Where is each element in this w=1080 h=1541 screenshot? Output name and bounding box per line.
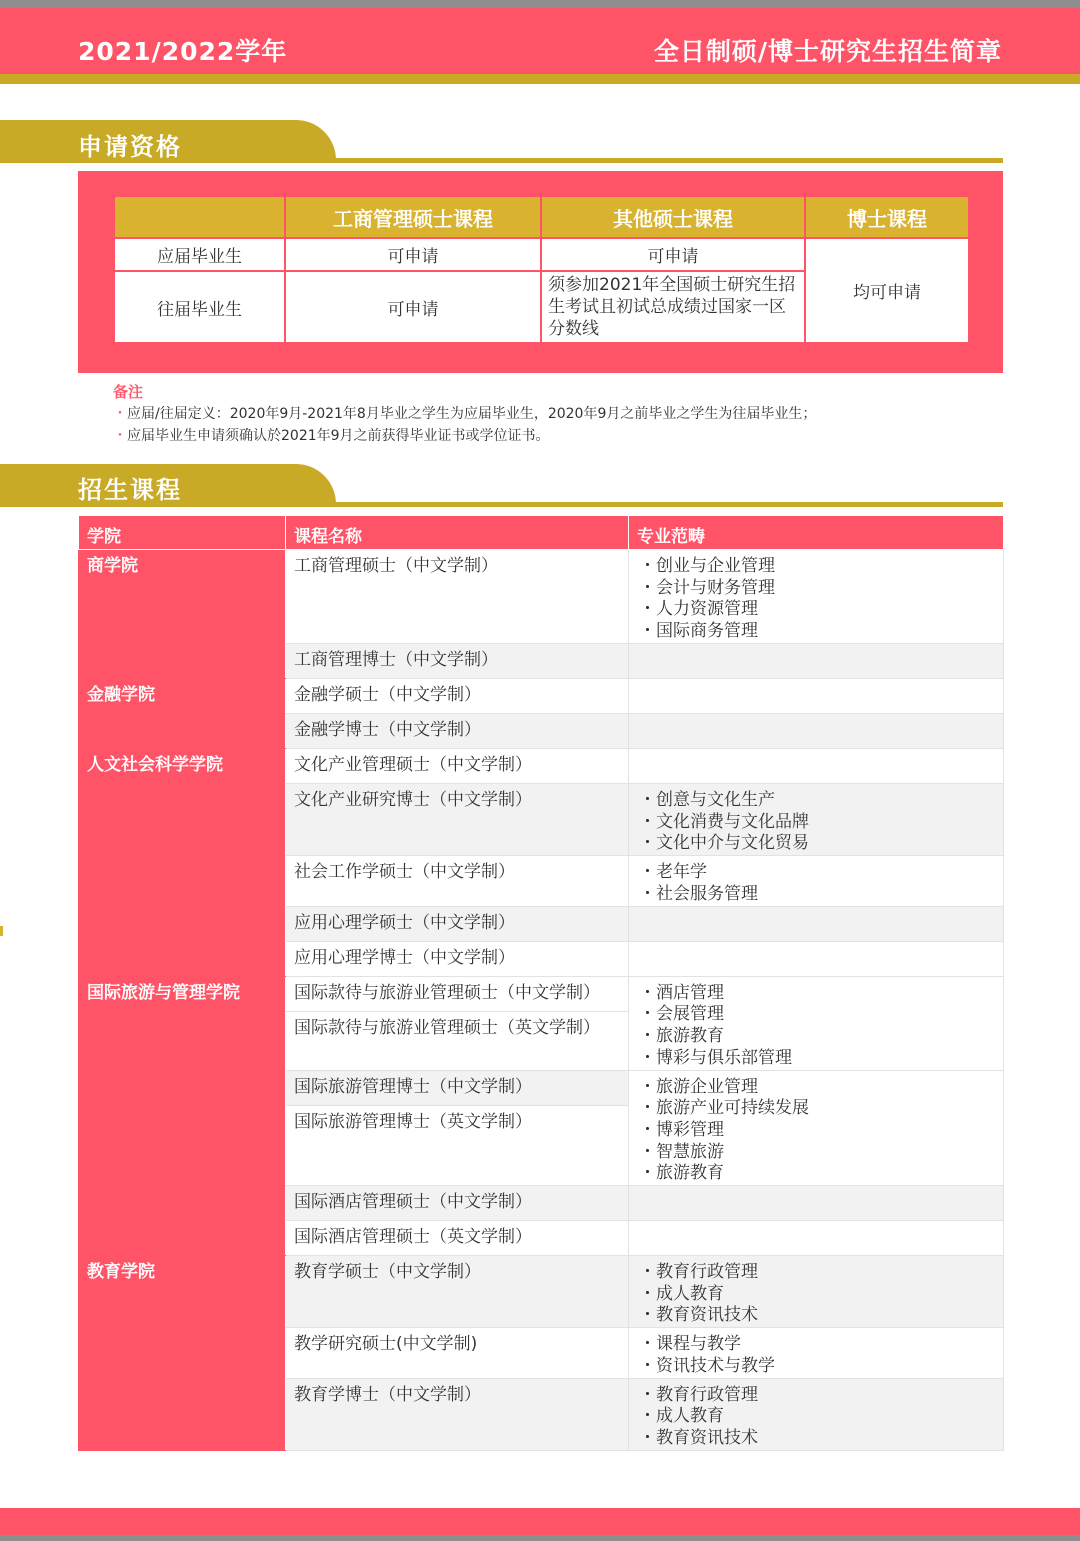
top-gray-bar: [0, 0, 1080, 8]
eligibility-header-other: 其他硕士课程: [541, 196, 805, 238]
school-humanities: 人文社会科学学院: [79, 749, 286, 977]
table-row: [79, 550, 1004, 644]
note-item: ・应届毕业生申请须确认於2021年9月之前获得毕业证书或学位证书。: [113, 428, 550, 444]
previous-mba-value: 可申请: [285, 271, 541, 343]
category-list: [629, 1378, 1004, 1450]
category-list: [629, 784, 1004, 856]
course-name: 国际酒店管理硕士（中文学制）: [286, 1186, 629, 1221]
course-name: 应用心理学硕士（中文学制）: [286, 906, 629, 941]
fresh-mba-value: 可申请: [285, 238, 541, 271]
category-item: ・ 文化消费与文化品牌: [639, 812, 995, 834]
category-item: ・ 旅游教育: [639, 1026, 995, 1048]
course-name: 社会工作学硕士（中文学制）: [286, 856, 629, 906]
programs-header-row: [79, 516, 1004, 550]
category-item: ・ 课程与教学: [639, 1334, 995, 1356]
school-tourism: 国际旅游与管理学院: [79, 976, 286, 1256]
course-name: 国际酒店管理硕士（英文学制）: [286, 1221, 629, 1256]
eligibility-table: [113, 195, 970, 344]
note-item: ・应届/往届定义：2020年9月-2021年8月毕业之学生为应届毕业生，2020年9月之前毕业之学生为往届毕业生；: [113, 406, 817, 422]
doctor-value: 均可申请: [805, 238, 969, 343]
course-name: 教学研究硕士(中文学制): [286, 1328, 629, 1378]
table-row: [79, 679, 1004, 714]
school-education: 教育学院: [79, 1256, 286, 1451]
category-item: ・ 资讯技术与教学: [639, 1356, 995, 1378]
category-list: [629, 1070, 1004, 1186]
header-course: 课程名称: [286, 516, 629, 550]
course-name: 文化产业研究博士（中文学制）: [286, 784, 629, 856]
footer-red-bar: [0, 1508, 1080, 1535]
category-item: ・ 博彩与俱乐部管理: [639, 1048, 995, 1070]
category-empty: [629, 749, 1004, 784]
section-title-programs: 招生课程: [78, 476, 182, 504]
fresh-other-value: 可申请: [541, 238, 805, 271]
course-name: 金融学博士（中文学制）: [286, 714, 629, 749]
category-item: ・ 成人教育: [639, 1284, 995, 1306]
previous-other-value: 须参加2021年全国硕士研究生招生考试且初试总成绩过国家一区分数线: [541, 271, 805, 343]
course-name: 应用心理学博士（中文学制）: [286, 941, 629, 976]
course-name: 金融学硕士（中文学制）: [286, 679, 629, 714]
row-label-fresh: 应届毕业生: [114, 238, 285, 271]
eligibility-row-fresh: [114, 238, 969, 271]
table-row: [79, 976, 1004, 1011]
category-item: ・ 创意与文化生产: [639, 790, 995, 812]
category-item: ・ 文化中介与文化贸易: [639, 833, 995, 855]
course-name: 国际款待与旅游业管理硕士（英文学制）: [286, 1011, 629, 1070]
row-label-previous: 往届毕业生: [114, 271, 285, 343]
brochure-title: 全日制硕/博士研究生招生简章: [653, 37, 1002, 66]
header-school: 学院: [79, 516, 286, 550]
eligibility-header-doctor: 博士课程: [805, 196, 969, 238]
course-name: 教育学硕士（中文学制）: [286, 1256, 629, 1328]
category-item: ・ 老年学: [639, 862, 995, 884]
category-item: ・ 博彩管理: [639, 1120, 995, 1142]
category-item: ・ 酒店管理: [639, 983, 995, 1005]
eligibility-header-row: [114, 196, 969, 238]
category-list: [629, 976, 1004, 1070]
category-empty: [629, 714, 1004, 749]
course-name: 国际款待与旅游业管理硕士（中文学制）: [286, 976, 629, 1011]
category-item: ・ 教育资讯技术: [639, 1428, 995, 1450]
course-name: 工商管理硕士（中文学制）: [286, 550, 629, 644]
category-empty: [629, 679, 1004, 714]
category-item: ・ 国际商务管理: [639, 621, 995, 643]
category-item: ・ 旅游产业可持续发展: [639, 1098, 995, 1120]
programs-table: [78, 515, 1004, 1451]
header-gold-stripe: [0, 74, 1080, 84]
category-item: ・ 旅游企业管理: [639, 1077, 995, 1099]
course-name: 教育学博士（中文学制）: [286, 1378, 629, 1450]
header-bar: [0, 8, 1080, 74]
category-list: [629, 550, 1004, 644]
category-list: [629, 1328, 1004, 1378]
category-item: ・ 成人教育: [639, 1406, 995, 1428]
category-list: [629, 1256, 1004, 1328]
course-name: 国际旅游管理博士（中文学制）: [286, 1070, 629, 1105]
school-finance: 金融学院: [79, 679, 286, 749]
category-empty: [629, 644, 1004, 679]
category-item: ・ 会展管理: [639, 1004, 995, 1026]
side-marker: [0, 926, 3, 936]
course-name: 文化产业管理硕士（中文学制）: [286, 749, 629, 784]
category-item: ・ 教育行政管理: [639, 1385, 995, 1407]
category-empty: [629, 1221, 1004, 1256]
header-category: 专业范畴: [629, 516, 1004, 550]
eligibility-header-blank: [114, 196, 285, 238]
eligibility-header-mba: 工商管理硕士课程: [285, 196, 541, 238]
table-row: [79, 749, 1004, 784]
category-item: ・ 人力资源管理: [639, 599, 995, 621]
course-name: 工商管理博士（中文学制）: [286, 644, 629, 679]
category-item: ・ 社会服务管理: [639, 884, 995, 906]
notes: [113, 381, 816, 447]
category-item: ・ 智慧旅游: [639, 1142, 995, 1164]
notes-title: 备注: [113, 383, 144, 401]
academic-year: 2021/2022学年: [78, 37, 288, 66]
category-list: [629, 856, 1004, 906]
category-item: ・ 教育资讯技术: [639, 1305, 995, 1327]
table-row: [79, 1256, 1004, 1328]
category-empty: [629, 941, 1004, 976]
school-business: 商学院: [79, 550, 286, 679]
footer-gray-bar: [0, 1535, 1080, 1541]
category-item: ・ 会计与财务管理: [639, 578, 995, 600]
category-item: ・ 创业与企业管理: [639, 556, 995, 578]
category-item: ・ 教育行政管理: [639, 1262, 995, 1284]
category-item: ・ 旅游教育: [639, 1163, 995, 1185]
category-empty: [629, 1186, 1004, 1221]
category-empty: [629, 906, 1004, 941]
section-title-eligibility: 申请资格: [78, 133, 182, 161]
course-name: 国际旅游管理博士（英文学制）: [286, 1105, 629, 1185]
